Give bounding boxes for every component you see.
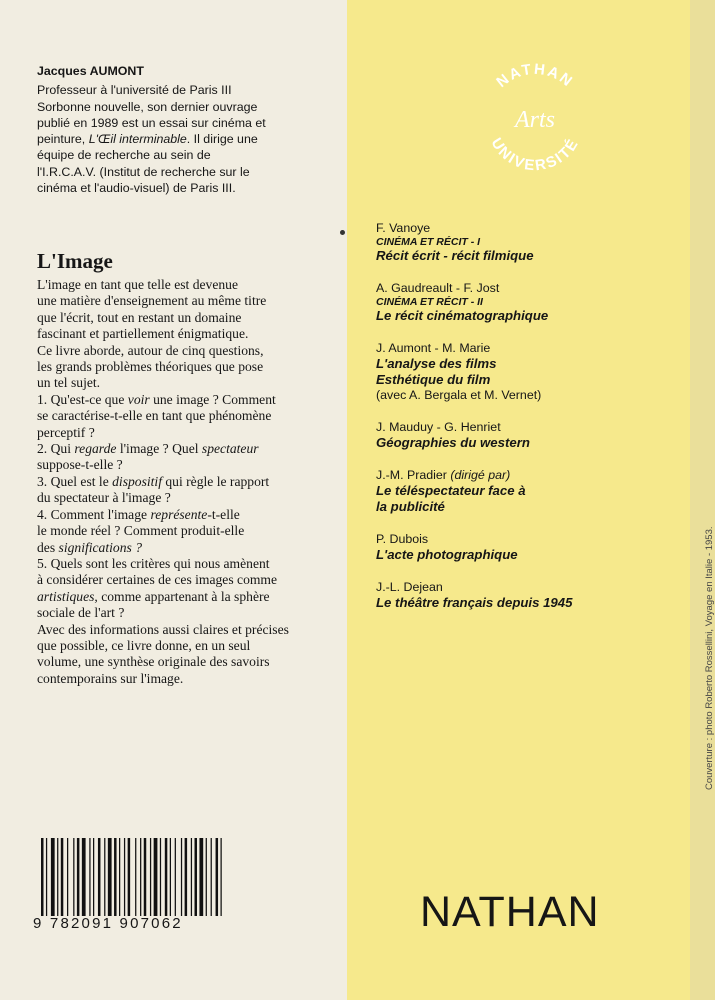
question-3-cont: du spectateur à l'image ?	[37, 490, 171, 506]
book-title: Géographies du western	[376, 435, 530, 450]
dot-mark	[340, 230, 345, 235]
closing-line: volume, une synthèse originale des savoirs	[37, 654, 270, 670]
bio-line: Professeur à l'université de Paris III	[37, 83, 232, 98]
desc-line: que l'écrit, tout en restant un domaine	[37, 309, 242, 325]
q-italic: dispositif	[112, 473, 162, 489]
author-name: Jacques AUMONT	[37, 64, 144, 78]
author-note: (dirigé par)	[450, 468, 511, 482]
q-text: qui règle le rapport	[161, 473, 270, 489]
list-item	[376, 221, 676, 264]
desc-line: une matière d'enseignement au même titre	[37, 293, 267, 309]
q-italic: spectateur	[201, 441, 259, 457]
question-4-cont	[37, 540, 337, 556]
logo-top-text: NATHAN	[493, 60, 577, 92]
question-5: 5. Quels sont les critères qui nous amènent	[37, 555, 270, 571]
q-italic: représente	[150, 506, 208, 522]
book-author: J. Aumont - M. Marie	[376, 341, 491, 355]
list-item	[376, 281, 676, 324]
book-title: L'acte photographique	[376, 547, 518, 562]
bio-line: l'I.R.C.A.V. (Institut de recherche sur le	[37, 164, 250, 179]
question-1	[37, 392, 337, 408]
bio-line: cinéma et l'audio-visuel) de Paris III.	[37, 181, 236, 196]
desc-line: un tel sujet.	[37, 375, 101, 391]
list-item	[376, 420, 676, 451]
list-item	[376, 580, 676, 611]
book-title: Récit écrit - récit filmique	[376, 248, 534, 263]
bio-text: . Il dirige une	[186, 132, 258, 147]
q-text: 4. Comment l'image	[37, 506, 151, 522]
question-4	[37, 507, 337, 523]
book-series: CINÉMA ET RÉCIT - I	[376, 236, 481, 248]
book-title: Esthétique du film	[376, 372, 491, 387]
barcode-icon	[33, 838, 251, 916]
logo-bottom-text: UNIVERSITÉ	[487, 135, 583, 175]
publisher-name: NATHAN	[420, 888, 600, 936]
bio-book-title: L'Œil interminable	[88, 132, 187, 147]
book-author: J.-L. Dejean	[376, 580, 443, 594]
author-text: J.-M. Pradier	[376, 468, 447, 482]
collection-list	[376, 221, 676, 628]
q-text: 3. Quel est le	[37, 473, 113, 489]
q-text: des	[37, 539, 59, 555]
q-text: , comme appartenant à la sphère	[94, 588, 270, 604]
question-5-cont	[37, 589, 337, 605]
bio-line: publié en 1989 est un essai sur cinéma et	[37, 115, 266, 130]
q-italic: voir	[127, 391, 150, 407]
book-title: Le récit cinématographique	[376, 308, 549, 323]
svg-text:NATHAN	[493, 61, 576, 91]
list-item	[376, 468, 676, 515]
svg-text:UNIVERSITÉ	[487, 135, 582, 174]
q-italic: significations ?	[58, 539, 142, 555]
author-block	[37, 63, 337, 196]
list-item	[376, 341, 676, 403]
question-2-cont: suppose-t-elle ?	[37, 457, 123, 473]
logo-middle-text: Arts	[514, 107, 556, 133]
bio-text: peinture,	[37, 132, 86, 147]
cover-credit: Couverture : photo Roberto Rossellini, Voyage en Italie - 1953.	[704, 526, 715, 790]
q-text: -t-elle	[207, 506, 240, 522]
closing-line: que possible, ce livre donne, en un seul	[37, 637, 251, 653]
closing-line: contemporains sur l'image.	[37, 670, 184, 686]
book-author	[376, 468, 676, 483]
book-author: A. Gaudreault - F. Jost	[376, 281, 500, 295]
q-text: une image ? Comment	[149, 391, 276, 407]
question-1-cont: se caractérise-t-elle en tant que phénomène	[37, 408, 272, 424]
author-bio	[37, 82, 337, 196]
q-italic: artistiques	[37, 588, 95, 604]
book-author: F. Vanoye	[376, 221, 431, 235]
book-title: Le théâtre français depuis 1945	[376, 595, 573, 610]
book-title: Le téléspectateur face à	[376, 483, 526, 498]
book-note: (avec A. Bergala et M. Vernet)	[376, 388, 542, 402]
book-title: L'analyse des films	[376, 356, 497, 371]
q-text: l'image ? Quel	[116, 441, 202, 457]
nathan-arts-universite-logo-icon	[475, 60, 595, 180]
question-5-cont: à considérer certaines de ces images comme	[37, 572, 278, 588]
desc-line: L'image en tant que telle est devenue	[37, 277, 238, 292]
book-author: P. Dubois	[376, 532, 429, 546]
q-text: 1. Qu'est-ce que	[37, 391, 128, 407]
q-text: 2. Qui	[37, 441, 75, 457]
barcode-digits: 9 782091 907062	[33, 915, 183, 932]
cover-edge	[690, 0, 715, 1000]
desc-line: les grands problèmes théoriques que pose	[37, 359, 264, 375]
closing-line: Avec des informations aussi claires et précises	[37, 621, 289, 637]
q-italic: regarde	[74, 441, 117, 457]
question-3	[37, 474, 337, 490]
book-title: la publicité	[376, 499, 445, 514]
desc-line: Ce livre aborde, autour de cinq questions,	[37, 342, 264, 358]
desc-line: fascinant et partiellement énigmatique.	[37, 326, 249, 342]
book-series: CINÉMA ET RÉCIT - II	[376, 296, 483, 308]
book-description	[37, 277, 337, 687]
list-item	[376, 532, 676, 563]
question-1-cont: perceptif ?	[37, 424, 95, 440]
book-author: J. Mauduy - G. Henriet	[376, 420, 501, 434]
bio-line: Sorbonne nouvelle, son dernier ouvrage	[37, 99, 258, 114]
book-title: L'Image	[37, 249, 113, 273]
bio-line	[37, 131, 337, 147]
question-2	[37, 441, 337, 457]
question-4-cont: le monde réel ? Comment produit-elle	[37, 523, 245, 539]
bio-line: équipe de recherche au sein de	[37, 148, 211, 163]
question-5-cont: sociale de l'art ?	[37, 605, 125, 621]
